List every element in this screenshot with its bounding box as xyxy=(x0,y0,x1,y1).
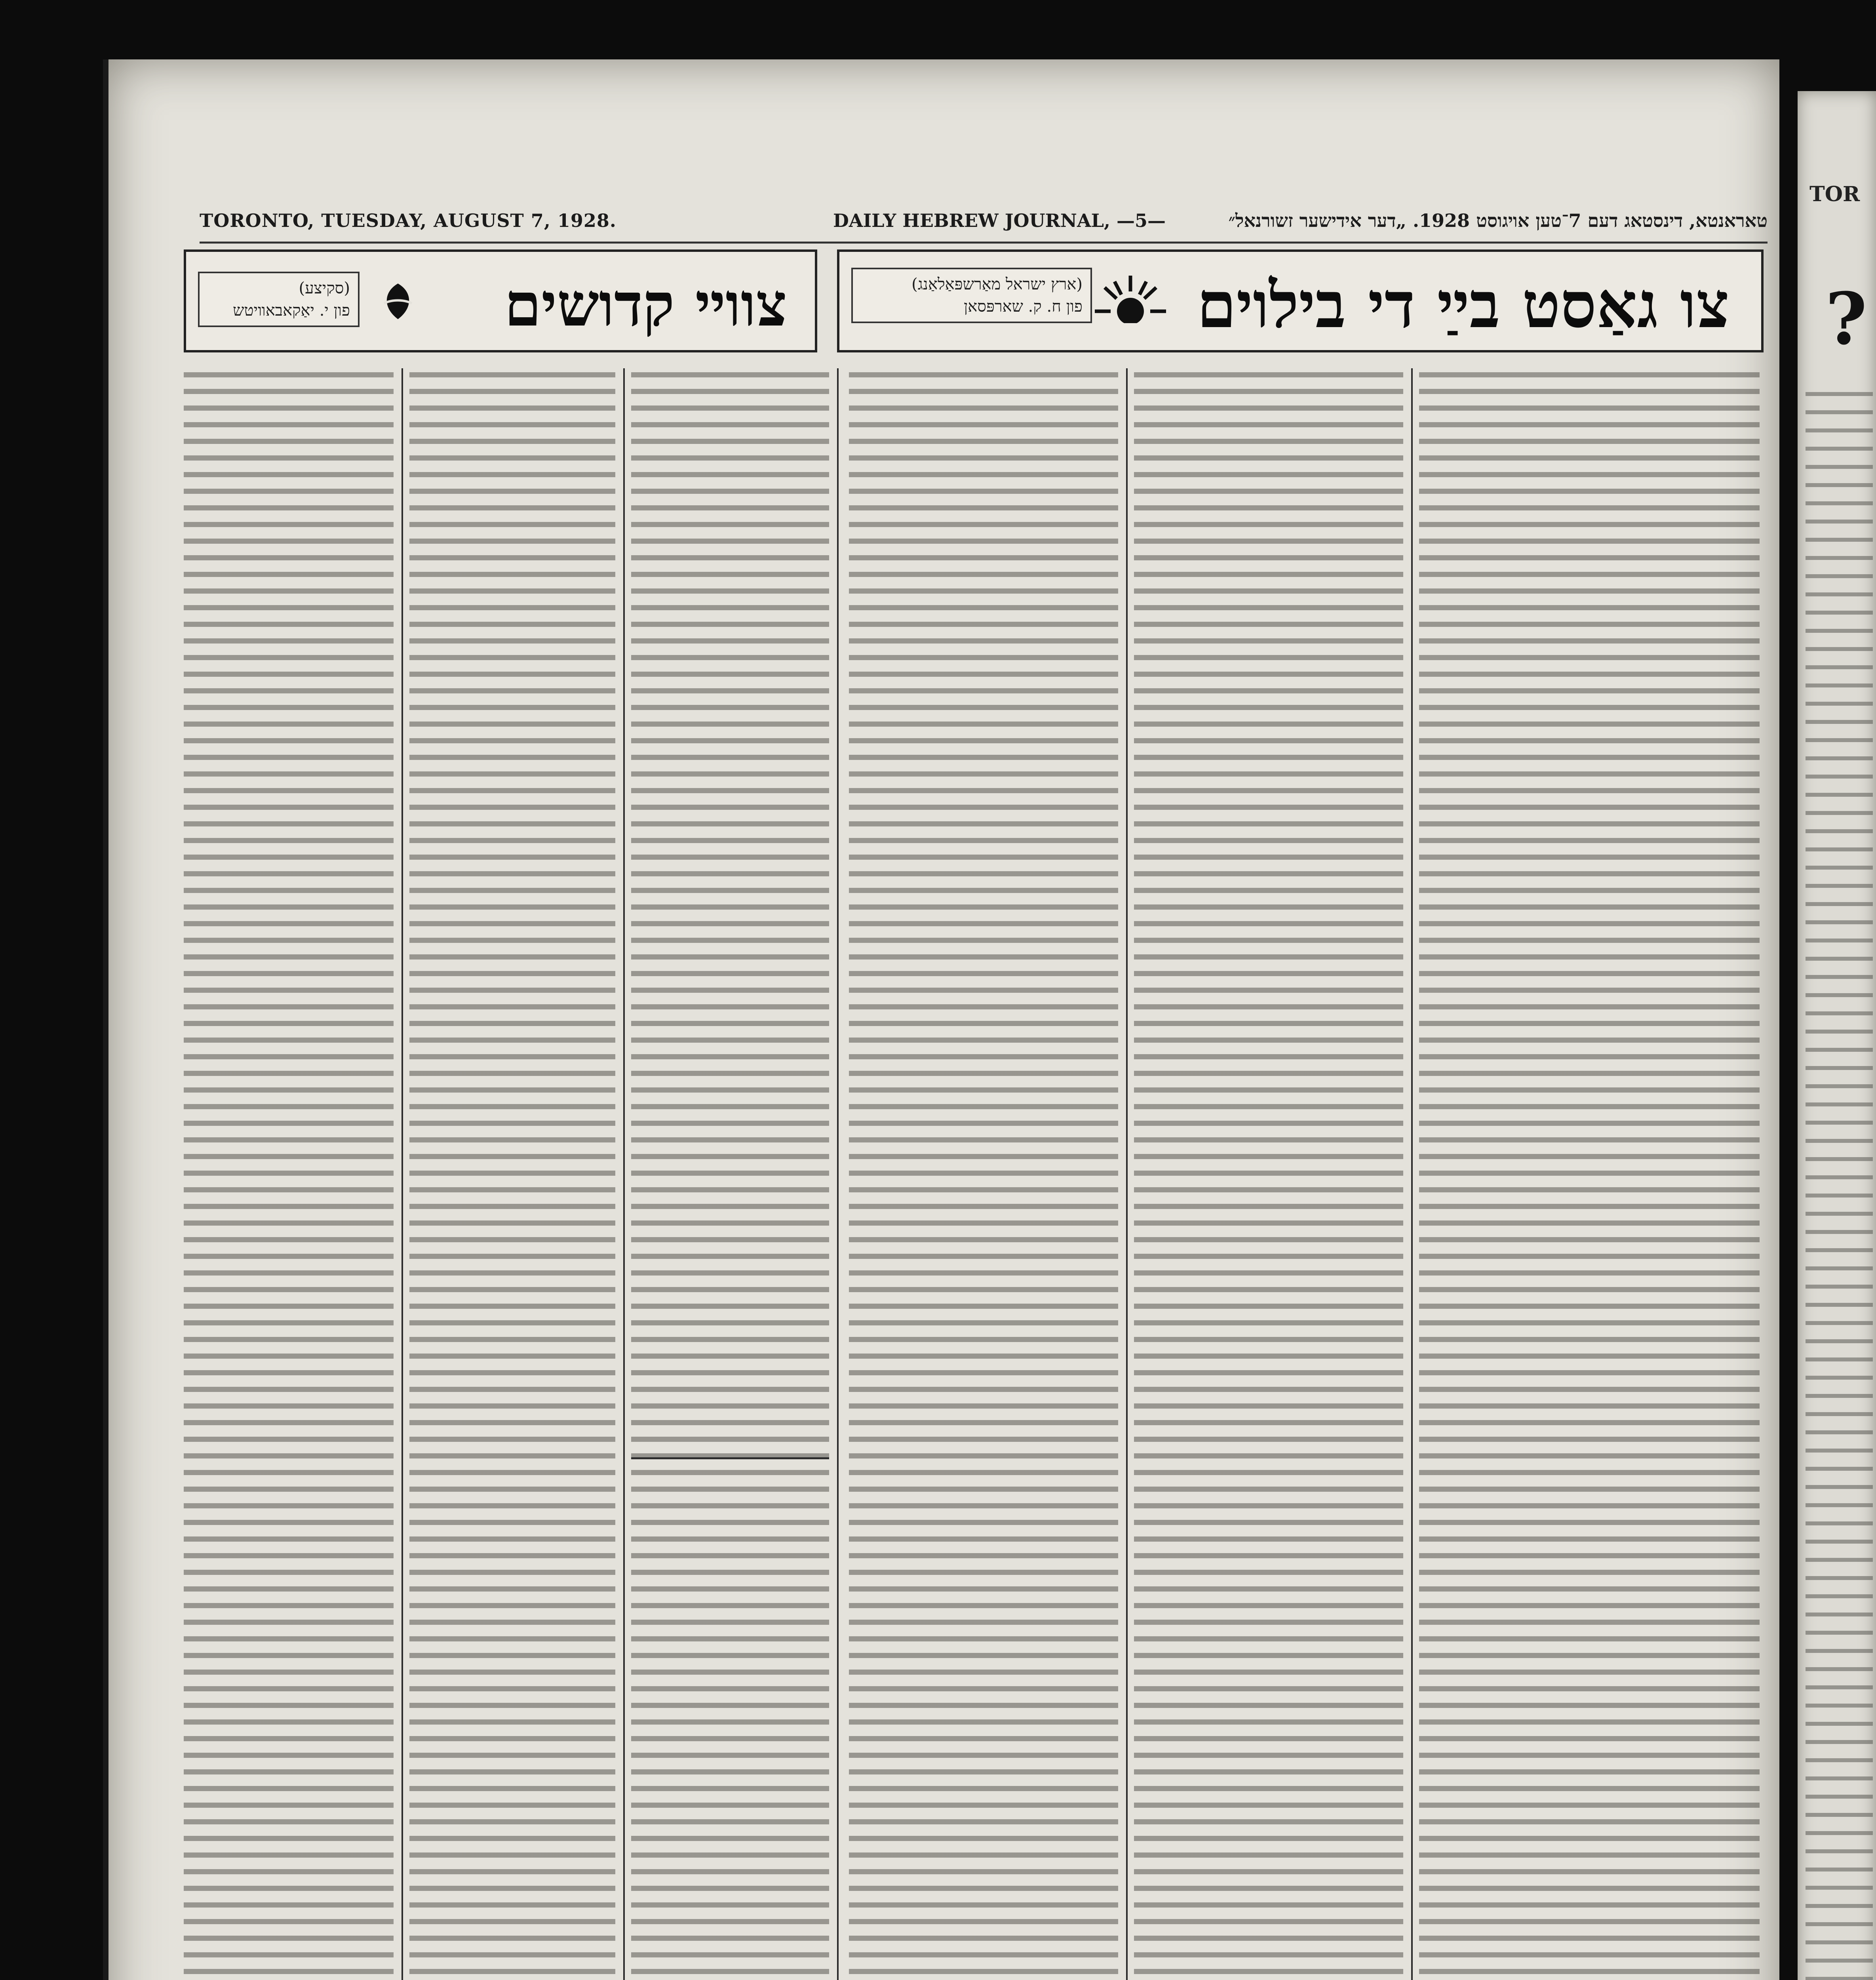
column-3 xyxy=(849,372,1118,1980)
column-6 xyxy=(184,372,394,1980)
headline-kedoshim: צווײ קדושים xyxy=(504,270,787,340)
adjacent-folio: TOR xyxy=(1809,182,1860,206)
article-divider xyxy=(631,1457,829,1459)
adjacent-page-fragment xyxy=(1798,91,1876,1980)
byline-kedoshim: (סקיצע) פון י. יאַקאבאװיטש xyxy=(198,272,360,327)
leaf-ornament-icon xyxy=(376,280,420,323)
folio-paper-name: DAILY HEBREW JOURNAL, —5— xyxy=(833,210,1166,231)
folio-yiddish-dateline: טאראנטא, דינסטאג דעם 7־טען אויגוסט 1928. „דער אידישער זשורנאל״ xyxy=(1228,210,1768,231)
folio-english-dateline: TORONTO, TUESDAY, AUGUST 7, 1928. xyxy=(200,210,616,231)
column-4 xyxy=(631,372,829,1980)
column-5 xyxy=(409,372,615,1980)
column-2 xyxy=(1134,372,1403,1980)
sun-ornament-icon xyxy=(1093,268,1168,335)
column-1 xyxy=(1419,372,1760,1980)
column-rule xyxy=(1126,368,1128,1980)
headline-box-bilu xyxy=(837,249,1764,352)
headline-bilu: צו גאַסט בײַ די בילוים xyxy=(1197,268,1729,342)
headline-box-kedoshim xyxy=(184,249,817,352)
byline-bilu: (ארץ ישראל מאַרשפּאַלאַנג) פון ח. ק. שארפּסאן xyxy=(851,268,1092,323)
adjacent-headline-fragment: ? xyxy=(1825,277,1867,361)
column-rule xyxy=(401,368,403,1980)
adjacent-text-lines xyxy=(1806,392,1873,1980)
column-rule xyxy=(1411,368,1413,1980)
column-rule xyxy=(837,368,839,1980)
page-header xyxy=(200,194,1768,244)
column-rule xyxy=(623,368,625,1980)
newspaper-page xyxy=(103,59,1779,1980)
